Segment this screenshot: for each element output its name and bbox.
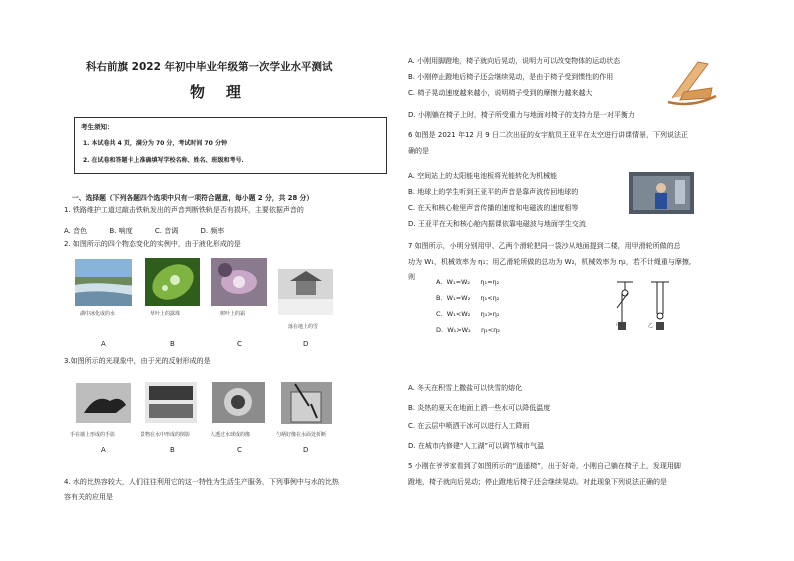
notice-item-2: 2. 在试卷和答题卡上准确填写学校名称、姓名、班级和考号. (83, 157, 244, 164)
q4-option-c: C. 在云层中喷洒干冰可以进行人工降雨 (408, 422, 530, 430)
notice-item-1: 1. 本试卷共 4 页，满分为 70 分，考试时间 70 分钟 (83, 140, 227, 147)
q3-image-b-reflection (145, 382, 197, 423)
q5-stem-line2: 蹬地，椅子就向后晃动；停止蹬地后椅子还会继续晃动。对此现象下列说法正确的是 (408, 478, 667, 486)
q2-caption-a: 湖中冰化成的水 (80, 311, 116, 317)
q3-image-a-hand-shadow (76, 383, 131, 423)
q7-stem-line1: 7 如图所示，小明分别用甲、乙两个滑轮把同一袋沙从地面提到二楼，用甲滑轮所做的总 (408, 242, 681, 250)
q7-stem-line2: 功为 W₁，机械效率为 η₁；用乙滑轮所做的总功为 W₂，机械效率为 η₂，若不计绳重与摩擦, (408, 258, 692, 266)
exam-title: 科右前旗 2022 年初中毕业年级第一次学业水平测试 (86, 61, 333, 73)
notice-box (74, 117, 387, 174)
q2-letter-d: D (303, 340, 309, 348)
q2-letter-a: A (101, 340, 106, 348)
q6-option-c: C. 在天和核心舱里声音传播的速度和电磁波的速度相等 (408, 204, 579, 212)
q6-option-b: B. 地球上的学生听到王亚平的声音是靠声波传回地球的 (408, 188, 579, 196)
q2-caption-d: 落在地上的雪 (288, 324, 319, 330)
chair-option-c: C. 椅子晃动速度越来越小，说明椅子受到的摩擦力越来越大 (408, 89, 593, 97)
q6-stem-line2: 确的是 (408, 147, 429, 155)
q2-image-b-dew (145, 258, 200, 306)
q3-letter-a: A (101, 446, 106, 454)
q2-image-a-melting-ice (75, 259, 132, 306)
q2-letter-b: B (170, 340, 175, 348)
chair-option-d: D. 小刚躺在椅子上时，椅子所受重力与地面对椅子的支持力是一对平衡力 (408, 111, 635, 119)
q4-option-d: D. 在城市内修建“人工湖”可以调节城市气温 (408, 442, 545, 450)
q2-image-c-frost (211, 258, 267, 306)
q7-option-c: C. W₁<W₂ η₁>η₂ (436, 310, 500, 318)
q3-image-d-spoon-refraction (281, 382, 332, 424)
q3-caption-b: 景物在水中形成的倒影 (140, 432, 191, 438)
q2-caption-c: 树叶上的霜 (220, 311, 246, 317)
subject-title: 物 理 (190, 83, 241, 101)
chair-option-b: B. 小刚停止蹬地后椅子还会继续晃动，是由于椅子受到惯性的作用 (408, 73, 614, 81)
q4-stem-line2: 容有关的应用是 (64, 493, 113, 501)
q4-stem-line1: 4. 水的比热容较大，人们往往利用它的这一特性为生活生产服务，下列事例中与水的比热 (64, 478, 339, 486)
q7-option-d: D. W₁>W₂ η₁<η₂ (436, 326, 500, 334)
q3-letter-c: C (237, 446, 242, 454)
chair-option-a: A. 小刚用脚蹬地，椅子就向后晃动，说明力可以改变物体的运动状态 (408, 57, 621, 65)
q3-caption-d: 勺柄好像在水面处折断 (276, 432, 327, 438)
q3-caption-c: 人透过水球成的像 (210, 432, 251, 438)
q3-letter-b: B (170, 446, 175, 454)
q5-stem-line1: 5 小刚在爷爷家看到了如图所示的“逍遥椅”，出于好奇，小刚自己躺在椅子上，发现用脚 (408, 462, 681, 470)
q7-option-a: A. W₁=W₂ η₁=η₂ (436, 278, 500, 286)
q6-stem-line1: 6 如图是 2021 年12 月 9 日二次出征的女宇航员王亚平在太空进行讲课情景，下列说法正 (408, 131, 688, 139)
q7-option-b: B. W₁=W₂ η₁<η₂ (436, 294, 500, 302)
q6-option-a: A. 空间站上的太阳能电池板将光能转化为机械能 (408, 172, 558, 180)
q3-caption-a: 手在墙上形成的手影 (70, 432, 116, 438)
pulley-label-yi: 乙 (648, 323, 654, 329)
q4-option-a: A. 冬天在积雪上撒盐可以快雪的熔化 (408, 384, 523, 392)
section1-heading: 一、选择题（下列各题四个选项中只有一项符合题意，每小题 2 分，共 28 分） (72, 194, 314, 202)
q1-stem: 1. 铁路维护工道过敲击铁轨发出的声音判断铁轨是否有损坏，主要依据声音的 (64, 206, 304, 214)
pulley-diagram (607, 278, 677, 342)
q2-letter-c: C (237, 340, 242, 348)
pulley-label-jia: 甲 (616, 323, 622, 329)
q3-stem: 3.如图所示的光现象中，由于光的反射形成的是 (64, 357, 211, 365)
q3-letter-d: D (303, 446, 309, 454)
q2-image-d-snow (278, 269, 333, 315)
q1-options: A. 音色 B. 响度 C. 音调 D. 频率 (64, 227, 225, 235)
astronaut-image (629, 172, 694, 214)
q3-image-c-water-ball (212, 382, 265, 423)
q2-stem: 2. 如图所示的四个物态变化的实例中，由于液化形成的是 (64, 240, 241, 248)
q4-option-b: B. 炎热的夏天在地面上洒一些水可以降低温度 (408, 404, 551, 412)
rocking-chair-image (662, 52, 720, 107)
q2-caption-b: 草叶上的露珠 (150, 311, 181, 317)
q7-stem-line3: 则 (408, 273, 415, 281)
notice-heading: 考生须知： (81, 123, 114, 131)
q6-option-d: D. 王亚平在天和核心舱内据课依靠电磁波与地面学生交流 (408, 220, 586, 228)
